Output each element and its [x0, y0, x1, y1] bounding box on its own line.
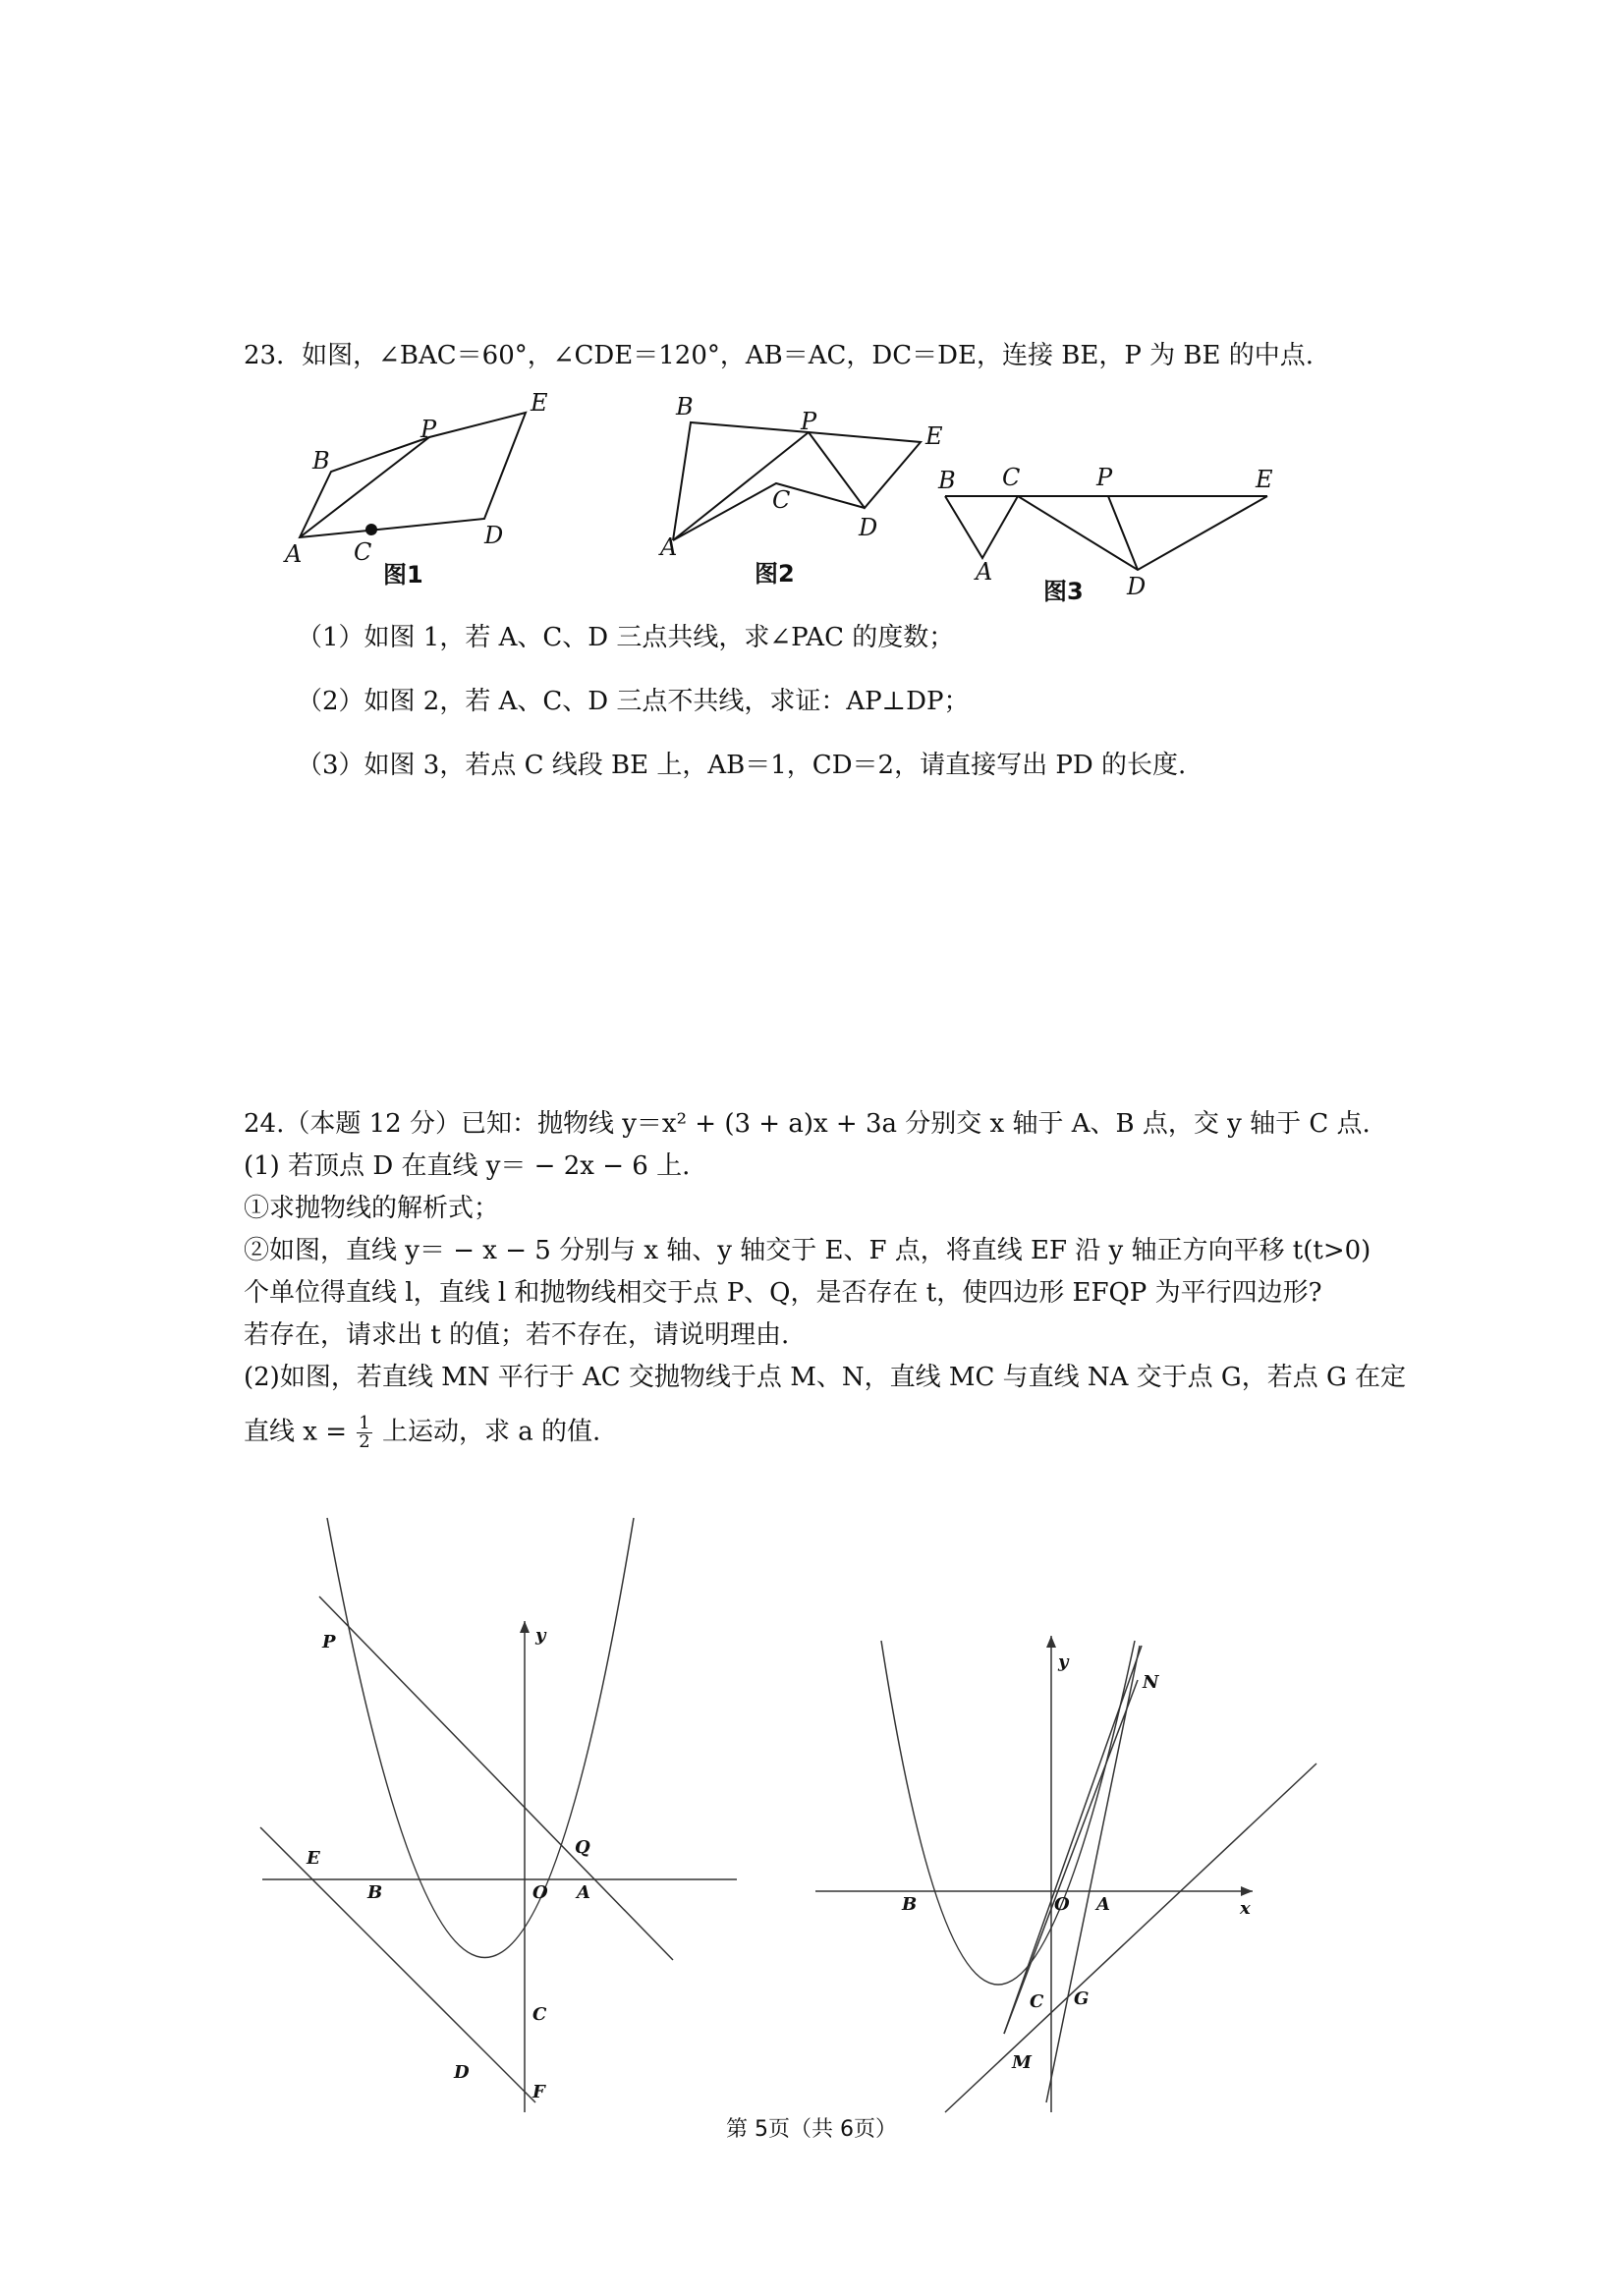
label-o-right: O [1054, 1894, 1070, 1915]
label-c1: C [354, 538, 372, 566]
q24-figure-left [260, 1518, 737, 2112]
label-a2: A [660, 533, 678, 561]
frac-denominator: 2 [359, 1431, 370, 1452]
label-b2: B [676, 393, 694, 420]
label-p: P [322, 1632, 336, 1652]
line-l [319, 1596, 673, 1960]
fig2-caption: 图2 [755, 560, 795, 588]
label-q: Q [575, 1837, 590, 1858]
line-mn-parallel [945, 1764, 1316, 2112]
q23-part3: （3）如图 3，若点 C 线段 BE 上，AB＝1，CD＝2，请直接写出 PD 的长度. [297, 751, 1187, 780]
q24-line3: ①求抛物线的解析式； [244, 1194, 500, 1223]
label-o-left: O [532, 1882, 548, 1903]
label-b-left: B [367, 1882, 383, 1903]
fig1-caption: 图1 [383, 561, 423, 588]
label-m: M [1012, 2052, 1032, 2073]
label-y-left: y [535, 1625, 546, 1646]
label-a-right: A [1096, 1894, 1110, 1915]
q24-line2: (1) 若顶点 D 在直线 y＝ − 2x − 6 上. [244, 1151, 691, 1181]
label-e: E [307, 1848, 320, 1869]
label-d1: D [484, 522, 504, 549]
label-c-right: C [1030, 1991, 1044, 2012]
q23-figure-2 [673, 422, 921, 540]
q23-part2: （2）如图 2，若 A、C、D 三点不共线，求证：AP⊥DP； [297, 687, 970, 716]
parabola-right [881, 1641, 1135, 1985]
q23-figure-3 [945, 496, 1267, 570]
label-e2: E [925, 422, 943, 450]
label-c-left: C [532, 2004, 547, 2025]
frac-numerator: 1 [359, 1413, 370, 1433]
q24-figure-right [815, 1636, 1316, 2112]
label-e1: E [531, 389, 548, 417]
q24-line7: (2)如图，若直线 MN 平行于 AC 交抛物线于点 M、N，直线 MC 与直线 NA 交于点 G，若点 G 在定 [244, 1363, 1407, 1392]
label-b1: B [312, 447, 330, 475]
label-p3: P [1096, 464, 1113, 491]
label-g: G [1074, 1988, 1090, 2009]
page-footer: 第 5页（共 6页） [726, 2117, 897, 2142]
fig3-caption: 图3 [1043, 578, 1084, 605]
q23-stem: 23．如图，∠BAC＝60°，∠CDE＝120°，AB＝AC，DC＝DE，连接 BE，P 为 BE 的中点. [244, 341, 1314, 370]
q24-line4: ②如图，直线 y＝ − x − 5 分别与 x 轴、y 轴交于 E、F 点，将直线 EF 沿 y 轴正方向平移 t(t>0) [244, 1236, 1371, 1265]
label-d3: D [1127, 573, 1147, 600]
q24-line8-pre: 直线 x = [244, 1417, 347, 1447]
label-n: N [1143, 1672, 1159, 1693]
label-b-right: B [902, 1894, 918, 1915]
label-c2: C [772, 486, 791, 514]
fraction-one-half [357, 1415, 371, 1451]
point-c-dot [365, 524, 377, 535]
q24-line1: 24.（本题 12 分）已知：抛物线 y＝x² + (3 + a)x + 3a 分别交 x 轴于 A、B 点，交 y 轴于 C 点. [244, 1109, 1371, 1139]
q24-line8 [244, 1415, 600, 1451]
label-a3: A [976, 558, 993, 586]
label-f: F [532, 2082, 545, 2102]
label-e3: E [1256, 466, 1273, 493]
q23-part1: （1）如图 1，若 A、C、D 三点共线，求∠PAC 的度数； [297, 623, 955, 652]
label-p2: P [801, 408, 817, 435]
q24-line5: 个单位得直线 l，直线 l 和抛物线相交于点 P、Q，是否存在 t，使四边形 EFQP 为平行四边形? [244, 1278, 1322, 1308]
label-b3: B [938, 467, 956, 494]
label-a-left: A [577, 1882, 590, 1903]
label-d2: D [859, 514, 878, 541]
label-a1: A [285, 540, 303, 568]
label-x-right: x [1240, 1898, 1251, 1919]
label-y-right: y [1058, 1652, 1069, 1672]
q24-line6: 若存在，请求出 t 的值；若不存在，请说明理由. [244, 1320, 790, 1350]
label-p1: P [420, 416, 437, 443]
label-d: D [454, 2062, 470, 2083]
line-ef [260, 1827, 535, 2102]
q24-line8-post: 上运动，求 a 的值. [381, 1417, 601, 1447]
label-c3: C [1002, 464, 1021, 491]
q23-figure-1 [300, 413, 526, 537]
